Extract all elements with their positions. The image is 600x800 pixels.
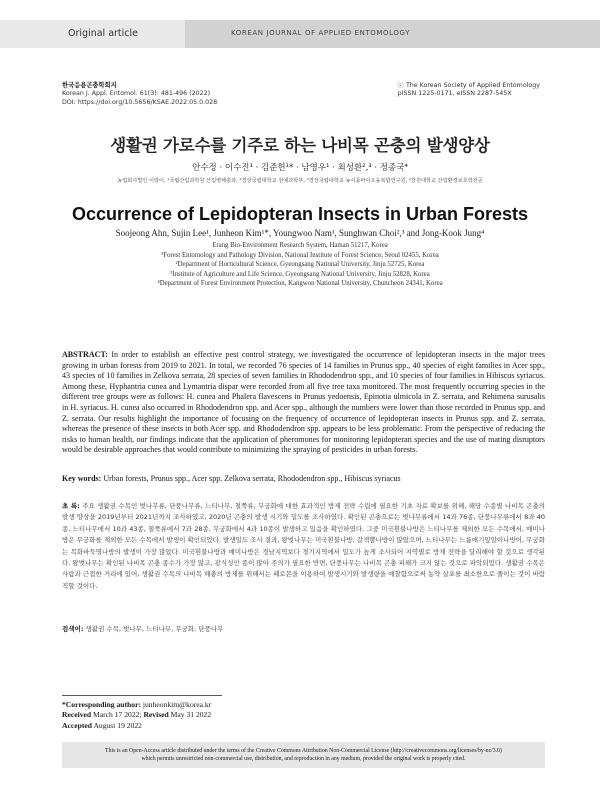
english-affiliations <box>0 241 600 289</box>
kr-abstract-text: 주요 생활권 수목인 벚나무류, 단풍나무류, 느티나무, 철쭉류, 무궁화에 대한 효과적인 방제 전략 수립에 필요한 기초 자료 확보를 위해, 해당 수종별 나비목 곤충의 발생 양상을 2019년부터 2021년까지 조사하였고, 2020년 곤충의 발생 시기와 밀도를 조사하였다. 확인된 곤충으로는 벚나무류에서 14과 76종, 단풍나무류에서 8과 40종, 느티나무에서 10과 43종, 철쭉류에서 7과 28종, 무궁화에서 4과 10종이 발생하고 있음을 확인하였다. 그중 미국흰불나방은 느티나무를 제외한 모든 수목에서, 매미나방은 무궁화를 제외한 모든 수목에서 발생이 확인되었다. 발생밀도 조사 결과, 왕벚나무는 미국흰불나방, 갈색뿔나방이 많았으며, 느티나무는 느릅애기잎말이나방이, 무궁화는 목화바둑명나방의 발생이 가장 많았다. 미국흰불나방과 매미나방은 경남지역보다 경기지역에서 밀도가 높게 조사되어 지역별로 방제 전략을 달리해야 할 것으로 생각된다. 왕벚나무는 확인된 나비목 곤충 종수가 가장 많고, 광식성인 종이 많아 주의가 필요한 반면, 단풍나무는 나비목 곤충 피해가 크지 않는 것으로 파악되었다. 생활권 수목은 사람과 근접한 거리에 있어, 생활권 수목의 나비목 해충의 방제를 위해서는 페로몬을 이용하여 발생시기와 발생량을 예찰함으로써 농약 살포를 최소한으로 줄이는 것이 바람직할 것이다. <box>62 502 545 590</box>
copyright-block <box>398 82 540 99</box>
corresponding-label: *Corresponding author: <box>62 700 141 709</box>
accepted-label: Accepted <box>62 720 92 730</box>
korean-affiliations: 농업회사법인 이랑이, ¹국립산림과학원 산림병해충과, ²경상국립대학교 원예과학부, ³경상국립대학교 농식품바이오융복합연구원, ⁴강원대학교 산림환경보호학전공 <box>117 178 483 184</box>
affiliation-line: ²Department of Horticultural Science, Gyeongsang National University, Jinju 52725, Korea <box>175 261 425 269</box>
korean-abstract <box>62 501 545 592</box>
abstract-label: ABSTRACT: <box>62 350 108 359</box>
received-revised-line <box>62 710 211 720</box>
footnotes <box>62 700 211 731</box>
received-label: Received <box>62 710 92 720</box>
accepted-line <box>62 721 211 731</box>
journal-banner-label: KOREAN JOURNAL OF APPLIED ENTOMOLOGY <box>231 29 411 37</box>
english-title: Occurrence of Lepidopteran Insects in Urban Forests <box>71 204 529 224</box>
english-abstract <box>62 350 545 456</box>
issn-line: pISSN 1225-0171, eISSN 2287-545X <box>397 90 512 98</box>
article-type-label: Original article <box>68 28 138 39</box>
journal-banner <box>185 20 600 48</box>
citation-line: Korean J. Appl. Entomol. 61(3): 481-496 (2022) <box>62 90 211 98</box>
abstract-text: In order to establish an effective pest control strategy, we investigated the occurrence of lepidopteran insects in the major trees growing in urban forests from 2019 to 2021. In total, we recorded 76 species of 14 families in Prunus spp., 40 species of eight families in Acer spp., 43 species of 10 families in Zelkova serrata, 28 species of seven families in Rhododendron spp., and 10 species of four families in Hibiscus syriacus. Among these, Hyphantria cunea and Lymantria dispar were recorded from all five tree taxa monitored. The most frequently occurring species in the different tree groups were as follows: H. cunea and Phalera flavescens in Prunus yedoensis, Epinotia ulmicola in Z. serrata, and Rehimena surusalis in H. syriacus. H. cunea also occurred in Rhododendron spp. and Acer spp., although the numbers were lower than those recorded in Prunus spp. and Z. serrata. Our results highlight the importance of focusing on the frequency of occurrence of lepidopteran insects in Prunus spp. and Z. serrata, whereas the presence of these insects in both Acer spp. and Rhododendron spp. appears to be less problematic. From the perspective of reducing the risks to human health, our findings indicate that the application of pheromones for monitoring lepidopteran species and the use of mating disruptors would be desirable approaches that would contribute to minimizing the spraying of pesticides in urban forests. <box>62 350 545 455</box>
kr-keywords-text: 생활권 수목, 벚나무, 느티나무, 무궁화, 단풍나무 <box>85 625 224 633</box>
copyright-line: ⓒ The Korean Society of Applied Entomology <box>397 82 540 89</box>
korean-title: 생활권 가로수를 기주로 하는 나비목 곤충의 발생양상 <box>110 136 490 155</box>
corresponding-email[interactable]: junheonkim@korea.kr <box>142 700 212 709</box>
affiliation-line: ¹Forest Entomology and Pathology Division, National Institute of Forest Science, Seoul 02455, Korea <box>161 251 439 259</box>
affiliation-line: Erang Bio-Environment Research System, Haman 51217, Korea <box>212 242 388 249</box>
revised-label: Revised <box>143 710 169 720</box>
affiliation-line: ⁴Department of Forest Environment Protection, Kangwon National University, Chuncheon 24341, Korea <box>157 280 443 288</box>
kr-abstract-label: 초 록: <box>62 502 80 510</box>
journal-name-kr: 한국응용곤충학회지 <box>62 82 117 89</box>
affiliation-line: ³Institute of Agriculture and Life Science, Gyeongsang National University, Jinju 52828, Korea <box>170 270 430 278</box>
keywords-text: Urban forests, Prunus spp., Acer spp. Zelkova serrata, Rhododendron spp., Hibiscus syriacus <box>103 474 401 483</box>
page-header <box>0 0 600 78</box>
license-line: This is an Open-Access article distributed under the terms of the Creative Commons Attribution Non-Commercial License (http://creativecommons.org/licenses/by-nc/3.0) <box>105 748 502 754</box>
corresponding-author-line <box>62 700 211 710</box>
doi-link[interactable]: DOI: https://doi.org/10.5656/KSAE.2022.05.0.028 <box>62 98 218 106</box>
license-line: which permits unrestricted non-commercial use, distribution, and reproduction in any medium, provided the original work is properly cited. <box>141 756 466 763</box>
article-type-tab <box>0 20 185 48</box>
received-date: March 17 2022; <box>93 710 142 720</box>
keywords-label: Key words: <box>62 474 102 483</box>
revised-date: May 31 2022 <box>170 710 212 720</box>
license-notice <box>62 742 545 768</box>
footnote-divider <box>62 695 222 696</box>
english-keywords <box>62 474 545 483</box>
english-authors: Soojeong Ahn, Sujin Lee¹, Junheon Kim¹*, Youngwoo Nam¹, Sunghwan Choi²,³ and Jong-Kook Jung⁴ <box>115 228 485 238</box>
kr-keywords-label: 검색어: <box>62 625 84 633</box>
accepted-date: August 19 2022 <box>93 720 142 730</box>
korean-authors: 안수정 · 이수진¹ · 김준헌¹* · 남영우¹ · 최성환²,³ · 정종국⁴ <box>192 163 408 173</box>
citation-block <box>62 82 217 107</box>
korean-keywords <box>62 624 545 633</box>
